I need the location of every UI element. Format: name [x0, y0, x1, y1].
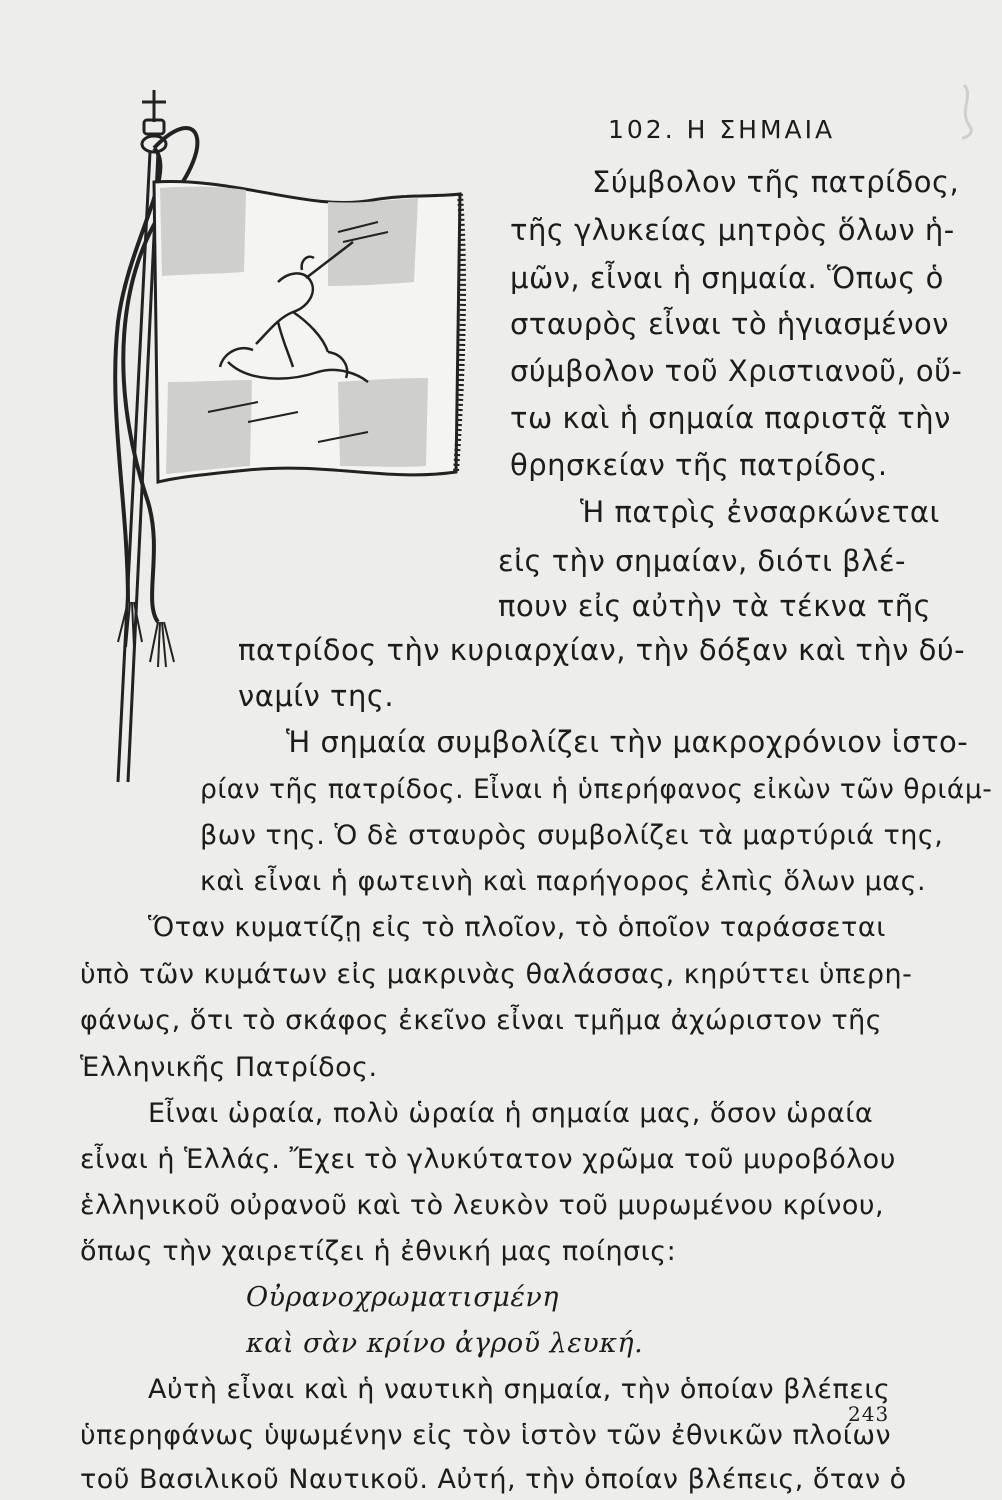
poem-line: Οὐρανοχρωματισμένη	[246, 1282, 559, 1313]
text-line: καὶ εἶναι ἡ φωτεινὴ καὶ παρήγορος ἐλπὶς ὅλων μας.	[200, 866, 927, 897]
text-line: ρίαν τῆς πατρίδος. Εἶναι ἡ ὑπερήφανος εἰκὼν τῶν θριάμ-	[200, 774, 993, 805]
text-line: Ὅταν κυματίζῃ εἰς τὸ πλοῖον, τὸ ὁποῖον ταράσσεται	[148, 912, 886, 943]
text-line: Ἡ σημαία συμβολίζει τὴν μακροχρόνιον ἱστο-	[286, 725, 969, 759]
text-line: Ἡ πατρὶς ἐνσαρκώνεται	[580, 495, 940, 529]
chapter-title: Η ΣΗΜΑΙΑ	[686, 115, 836, 144]
text-line: σταυρὸς εἶναι τὸ ἡγιασμένον	[510, 307, 949, 341]
text-line: Αὐτὴ εἶναι καὶ ἡ ναυτικὴ σημαία, τὴν ὁποίαν βλέπεις	[148, 1374, 891, 1405]
text-line: ὑπὸ τῶν κυμάτων εἰς μακρινὰς θαλάσσας, κηρύττει ὑπερη-	[80, 959, 913, 990]
text-line: ὑπερηφάνως ὑψωμένην εἰς τὸν ἱστὸν τῶν ἐθνικῶν πλοίων	[80, 1420, 892, 1451]
text-line: πουν εἰς αὐτὴν τὰ τέκνα τῆς	[498, 589, 932, 623]
text-line: τω καὶ ἡ σημαία παριστᾷ τὴν	[510, 401, 951, 435]
text-line: Ἑλληνικῆς Πατρίδος.	[80, 1052, 378, 1083]
text-line: βων της. Ὁ δὲ σταυρὸς συμβολίζει τὰ μαρτύριά της,	[200, 820, 944, 851]
chapter-heading	[608, 112, 835, 148]
text-line: ὅπως τὴν χαιρετίζει ἡ ἐθνική μας ποίησις:	[80, 1236, 677, 1267]
page-number: 243	[848, 1402, 890, 1426]
text-line: μῶν, εἶναι ἡ σημαία. Ὅπως ὁ	[510, 261, 944, 295]
text-line: Σύμβολον τῆς πατρίδος,	[592, 165, 960, 199]
text-line: ναμίν της.	[238, 679, 395, 713]
text-line: φάνως, ὅτι τὸ σκάφος ἐκεῖνο εἶναι τμῆμα ἀχώριστον τῆς	[80, 1005, 883, 1036]
text-line: Εἶναι ὡραία, πολὺ ὡραία ἡ σημαία μας, ὅσον ὡραία	[148, 1098, 874, 1129]
poem-line: καὶ σὰν κρίνο ἀγροῦ λευκή.	[246, 1328, 644, 1359]
text-line: τοῦ Βασιλικοῦ Ναυτικοῦ. Αὐτή, τὴν ὁποίαν βλέπεις, ὅταν ὁ	[80, 1464, 907, 1495]
bleed-through-mark-icon	[954, 80, 984, 140]
text-line: θρησκείαν τῆς πατρίδος.	[510, 448, 888, 482]
text-line: πατρίδος τὴν κυριαρχίαν, τὴν δόξαν καὶ τὴν δύ-	[238, 633, 966, 667]
text-line: εἶναι ἡ Ἑλλάς. Ἔχει τὸ γλυκύτατον χρῶμα τοῦ μυροβόλου	[80, 1144, 896, 1175]
text-line: σύμβολον τοῦ Χριστιανοῦ, οὕ-	[510, 354, 963, 388]
text-line: ἑλληνικοῦ οὐρανοῦ καὶ τὸ λευκὸν τοῦ μυρωμένου κρίνου,	[80, 1190, 885, 1221]
chapter-number: 102.	[608, 115, 676, 144]
text-line: εἰς τὴν σημαίαν, διότι βλέ-	[498, 544, 906, 578]
text-line: τῆς γλυκείας μητρὸς ὅλων ἡ-	[510, 213, 955, 247]
